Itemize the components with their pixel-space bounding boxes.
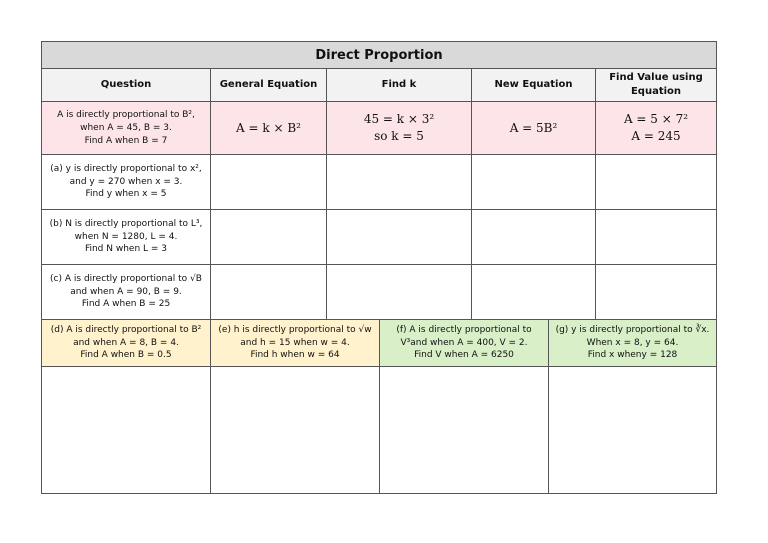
proportion-table [41,41,717,320]
answer-area-e[interactable] [211,367,380,494]
header-find-value: Find Value using Equation [596,69,717,102]
question-a-line2: Find y when x = 5 [85,189,167,200]
question-row-b [42,210,717,265]
example-find-value [596,102,717,155]
answer-area-f[interactable] [380,367,549,494]
question-e-line2: Find h when w = 64 [250,350,340,361]
example-new-equation: A = 5B² [472,102,596,155]
question-c [42,265,211,320]
answer-cell[interactable] [327,265,472,320]
example-findk-line1: 45 = k × 3² [363,112,435,126]
answer-cell[interactable] [211,210,327,265]
question-g-line1: (g) y is directly proportional to ∛x. When x = 8, y = 64. [555,325,710,348]
example-general-equation: A = k × B² [211,102,327,155]
worksheet [41,41,716,494]
question-row-c [42,265,717,320]
question-b [42,210,211,265]
example-value-line1: A = 5 × 7² [623,112,689,126]
lower-question-table [41,319,717,494]
table-title: Direct Proportion [42,42,717,69]
answer-cell[interactable] [596,265,717,320]
answer-cell[interactable] [472,155,596,210]
answer-cell[interactable] [472,265,596,320]
question-e-line1: (e) h is directly proportional to √w and h = 15 when w = 4. [218,325,372,348]
question-e [211,320,380,367]
example-question-line2: Find A when B = 7 [84,135,168,146]
header-new-equation: New Equation [472,69,596,102]
question-f [380,320,549,367]
question-d-line1: (d) A is directly proportional to B² and when A = 8, B = 4. [50,325,202,348]
question-g-line2: Find x wheny = 128 [587,350,678,361]
question-b-line2: Find N when L = 3 [84,244,168,255]
question-d-line2: Find A when B = 0.5 [80,350,172,361]
question-a [42,155,211,210]
header-general-equation: General Equation [211,69,327,102]
question-a-line1: (a) y is directly proportional to x², and y = 270 when x = 3. [50,164,202,187]
lower-answer-row [42,367,717,494]
example-row [42,102,717,155]
question-c-line2: Find A when B = 25 [81,299,171,310]
header-find-k: Find k [327,69,472,102]
answer-cell[interactable] [596,210,717,265]
question-d [42,320,211,367]
question-g [549,320,717,367]
example-value-line2: A = 245 [631,129,681,143]
answer-cell[interactable] [472,210,596,265]
question-f-line2: Find V when A = 6250 [414,350,514,361]
example-question-line1: A is directly proportional to B², when A = 45, B = 3. [57,109,195,133]
lower-question-row [42,320,717,367]
answer-area-d[interactable] [42,367,211,494]
answer-cell[interactable] [211,265,327,320]
question-c-line1: (c) A is directly proportional to √B and when A = 90, B = 9. [50,274,202,297]
example-findk-line2: so k = 5 [374,129,424,143]
question-f-line1: (f) A is directly proportional to V³and when A = 400, V = 2. [396,325,532,348]
answer-cell[interactable] [327,210,472,265]
example-find-k [327,102,472,155]
answer-cell[interactable] [211,155,327,210]
example-question [42,102,211,155]
header-question: Question [42,69,211,102]
answer-area-g[interactable] [549,367,717,494]
question-row-a [42,155,717,210]
answer-cell[interactable] [327,155,472,210]
question-b-line1: (b) N is directly proportional to L³, when N = 1280, L = 4. [49,219,203,242]
answer-cell[interactable] [596,155,717,210]
